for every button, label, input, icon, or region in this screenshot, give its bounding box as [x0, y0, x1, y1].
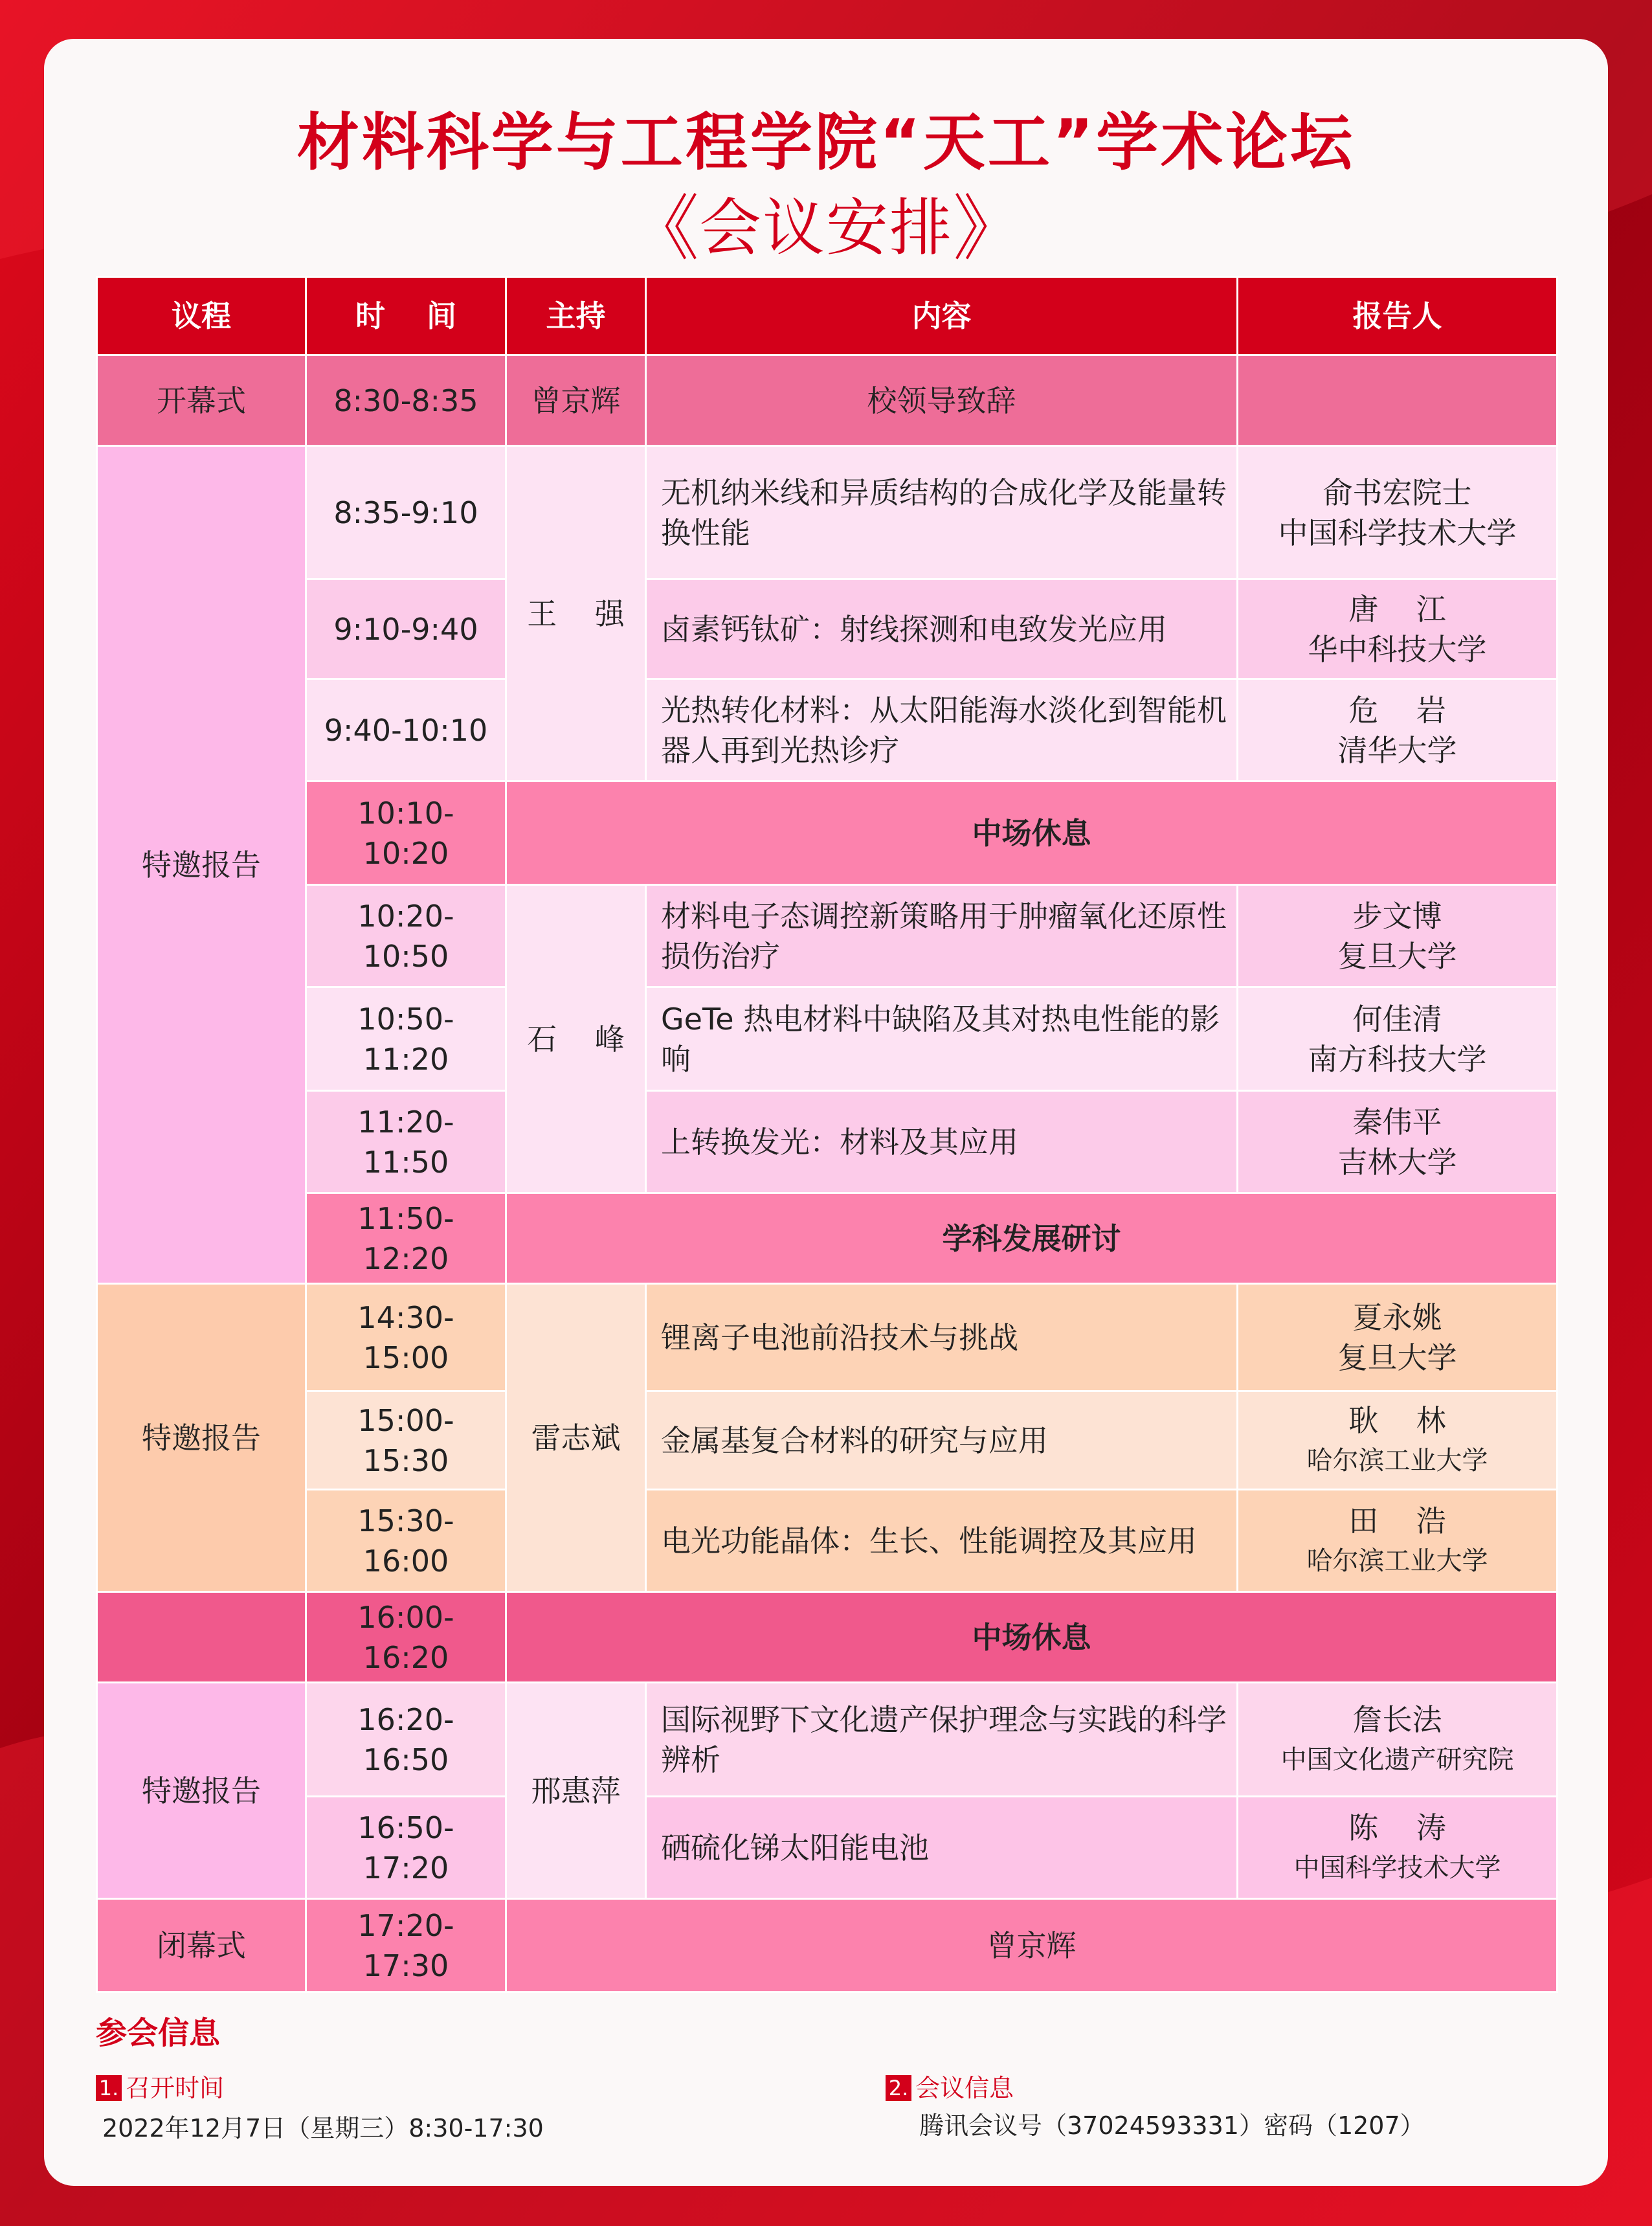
agenda-cell: 特邀报告: [97, 1683, 306, 1899]
content-cell: 校领导致辞: [646, 355, 1238, 446]
header-speaker: 报告人: [1238, 277, 1557, 355]
time-cell: 14:30-15:00: [306, 1284, 506, 1391]
table-row: [97, 446, 1557, 579]
time-cell: 9:10-9:40: [306, 579, 506, 679]
host-cell: 雷志斌: [506, 1284, 646, 1592]
speaker-cell: 俞书宏院士 中国科学技术大学: [1238, 446, 1557, 579]
table-row: [97, 1683, 1557, 1797]
number-badge: 1.: [96, 2075, 122, 2101]
speaker-cell: [1238, 355, 1557, 446]
table-row: [97, 1490, 1557, 1592]
time-cell: 11:20-11:50: [306, 1091, 506, 1193]
table-header-row: [97, 277, 1557, 355]
speaker-cell: 詹长法 中国文化遗产研究院: [1238, 1683, 1557, 1797]
time-cell: 8:35-9:10: [306, 446, 506, 579]
time-cell: 17:20-17:30: [306, 1899, 506, 1992]
agenda-cell: 特邀报告: [97, 446, 306, 1284]
time-cell: 8:30-8:35: [306, 355, 506, 446]
host-cell: 曾京辉: [506, 355, 646, 446]
time-cell: 16:00-16:20: [306, 1592, 506, 1683]
table-row-discussion: [97, 1193, 1557, 1284]
info-item-meeting: 2. 会议信息: [886, 2072, 1014, 2104]
time-cell: 10:10-10:20: [306, 781, 506, 885]
schedule-table: [96, 276, 1558, 1993]
content-cell: 硒硫化锑太阳能电池: [646, 1797, 1238, 1899]
info-item-time: 1. 召开时间: [96, 2072, 224, 2104]
table-row-closing: [97, 1899, 1557, 1992]
speaker-cell: 夏永姚 复旦大学: [1238, 1284, 1557, 1391]
table-row: [97, 1797, 1557, 1899]
header-time: 时 间: [306, 277, 506, 355]
number-badge: 2.: [886, 2075, 911, 2101]
info-title: 参会信息: [96, 2015, 221, 2051]
agenda-cell-empty: [97, 1592, 306, 1683]
page-subtitle: 《会议安排》: [628, 187, 1024, 270]
schedule-card: [44, 39, 1608, 2186]
table-row: [97, 1391, 1557, 1490]
time-cell: 9:40-10:10: [306, 679, 506, 781]
discussion-label: 学科发展研讨: [506, 1193, 1557, 1284]
content-cell: 光热转化材料：从太阳能海水淡化到智能机器人再到光热诊疗: [646, 679, 1238, 781]
table-row-opening: [97, 355, 1557, 446]
table-row: [97, 1284, 1557, 1391]
header-agenda: 议程: [97, 277, 306, 355]
content-cell: 锂离子电池前沿技术与挑战: [646, 1284, 1238, 1391]
time-cell: 16:20-16:50: [306, 1683, 506, 1797]
header-host: 主持: [506, 277, 646, 355]
time-cell: 15:00-15:30: [306, 1391, 506, 1490]
speaker-cell: 耿 林 哈尔滨工业大学: [1238, 1391, 1557, 1490]
right-bracket-icon: 》: [953, 187, 1024, 270]
table-row: [97, 987, 1557, 1091]
info-value-meeting: 腾讯会议号（37024593331）密码（1207）: [919, 2111, 1425, 2140]
speaker-cell: 何佳清 南方科技大学: [1238, 987, 1557, 1091]
content-cell: 国际视野下文化遗产保护理念与实践的科学辨析: [646, 1683, 1238, 1797]
left-bracket-icon: 《: [628, 187, 699, 270]
content-cell: 上转换发光：材料及其应用: [646, 1091, 1238, 1193]
speaker-cell: 危 岩 清华大学: [1238, 679, 1557, 781]
header-content: 内容: [646, 277, 1238, 355]
table-row: [97, 1091, 1557, 1193]
speaker-cell: 唐 江 华中科技大学: [1238, 579, 1557, 679]
agenda-cell: 闭幕式: [97, 1899, 306, 1992]
table-row-break: [97, 781, 1557, 885]
time-cell: 10:20-10:50: [306, 885, 506, 987]
page-title: 材料科学与工程学院“天工”学术论坛: [296, 106, 1356, 179]
speaker-cell: 秦伟平 吉林大学: [1238, 1091, 1557, 1193]
time-cell: 15:30-16:00: [306, 1490, 506, 1592]
table-row: [97, 885, 1557, 987]
time-cell: 10:50-11:20: [306, 987, 506, 1091]
host-cell: 石 峰: [506, 885, 646, 1193]
agenda-cell: 开幕式: [97, 355, 306, 446]
agenda-cell: 特邀报告: [97, 1284, 306, 1592]
content-cell: 卤素钙钛矿：射线探测和电致发光应用: [646, 579, 1238, 679]
host-cell: 王 强: [506, 446, 646, 781]
table-row-break: [97, 1592, 1557, 1683]
host-cell: 邢惠萍: [506, 1683, 646, 1899]
content-cell: 电光功能晶体：生长、性能调控及其应用: [646, 1490, 1238, 1592]
speaker-cell: 田 浩 哈尔滨工业大学: [1238, 1490, 1557, 1592]
host-cell: 曾京辉: [506, 1899, 1557, 1992]
content-cell: 材料电子态调控新策略用于肿瘤氧化还原性损伤治疗: [646, 885, 1238, 987]
time-cell: 16:50-17:20: [306, 1797, 506, 1899]
content-cell: 无机纳米线和异质结构的合成化学及能量转换性能: [646, 446, 1238, 579]
break-label: 中场休息: [506, 1592, 1557, 1683]
time-cell: 11:50-12:20: [306, 1193, 506, 1284]
content-cell: 金属基复合材料的研究与应用: [646, 1391, 1238, 1490]
speaker-cell: 陈 涛 中国科学技术大学: [1238, 1797, 1557, 1899]
break-label: 中场休息: [506, 781, 1557, 885]
table-row: [97, 679, 1557, 781]
table-row: [97, 579, 1557, 679]
info-value-time: 2022年12月7日（星期三）8:30-17:30: [102, 2114, 544, 2142]
content-cell: GeTe 热电材料中缺陷及其对热电性能的影响: [646, 987, 1238, 1091]
speaker-cell: 步文博 复旦大学: [1238, 885, 1557, 987]
